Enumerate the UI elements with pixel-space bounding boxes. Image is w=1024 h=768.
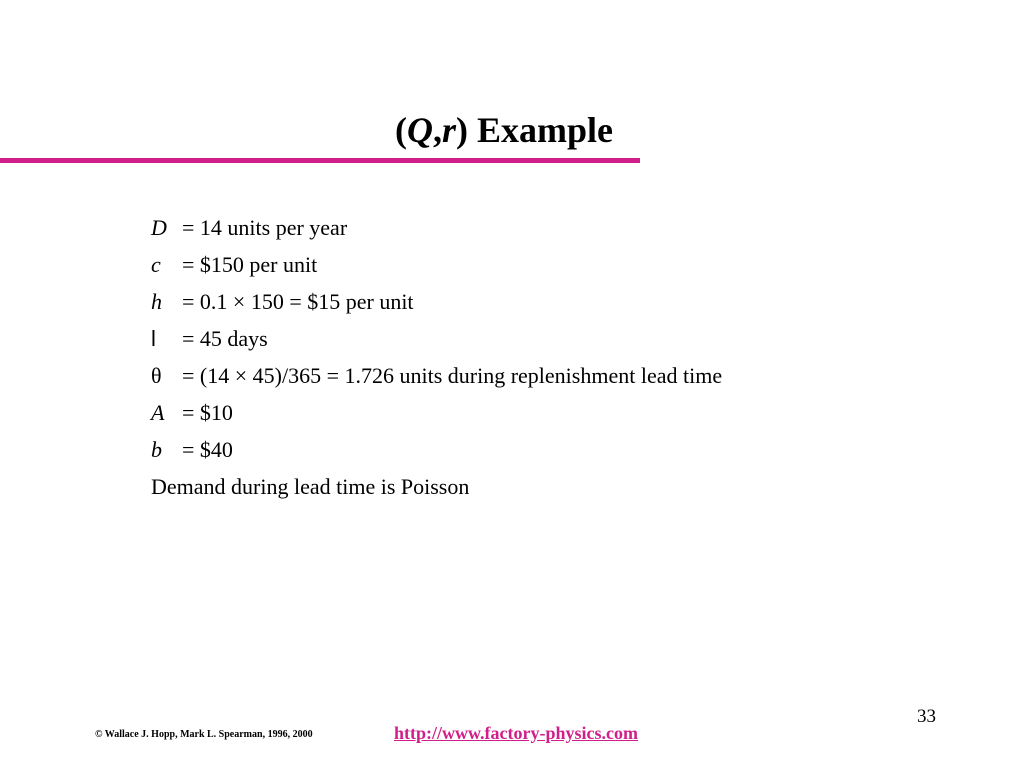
page-number: 33 <box>917 706 936 727</box>
parameter-value: = $10 <box>182 400 233 425</box>
parameter-symbol: h <box>151 289 162 314</box>
parameter-symbol: A <box>151 400 165 425</box>
parameter-symbol: θ <box>151 363 162 388</box>
parameter-row-lead-time-demand <box>151 357 991 394</box>
title-comma: , <box>432 110 442 150</box>
parameter-row-backorder-cost <box>151 431 991 468</box>
parameter-row-demand <box>151 209 991 246</box>
parameter-symbol: l <box>151 326 156 351</box>
parameter-symbol: b <box>151 437 162 462</box>
parameter-symbol: c <box>151 252 161 277</box>
parameter-value: = (14 × 45)/365 = 1.726 units during replenishment lead time <box>182 363 723 388</box>
parameter-value: = $150 per unit <box>182 252 318 277</box>
parameter-list <box>151 209 991 505</box>
slide-title <box>0 108 1008 152</box>
parameter-row-cost <box>151 246 991 283</box>
parameter-value: = $40 <box>182 437 233 462</box>
parameter-row-holding-cost <box>151 283 991 320</box>
title-close-paren: ) <box>456 110 468 150</box>
parameter-value: = 45 days <box>182 326 268 351</box>
demand-distribution-note: Demand during lead time is Poisson <box>151 474 470 499</box>
parameter-value: = 0.1 × 150 = $15 per unit <box>182 289 414 314</box>
parameter-value: = 14 units per year <box>182 215 348 240</box>
title-open-paren: ( <box>394 110 407 150</box>
factory-physics-link[interactable]: http://www.factory-physics.com <box>394 723 638 743</box>
title-r: r <box>441 110 456 150</box>
title-underline-rule <box>0 158 640 163</box>
parameter-row-order-cost <box>151 394 991 431</box>
title-text: Example <box>468 110 614 150</box>
copyright-notice: © Wallace J. Hopp, Mark L. Spearman, 1996, 2000 <box>95 729 313 740</box>
title-q: Q <box>406 110 433 150</box>
parameter-row-lead-time <box>151 320 991 357</box>
parameter-symbol: D <box>151 215 167 240</box>
